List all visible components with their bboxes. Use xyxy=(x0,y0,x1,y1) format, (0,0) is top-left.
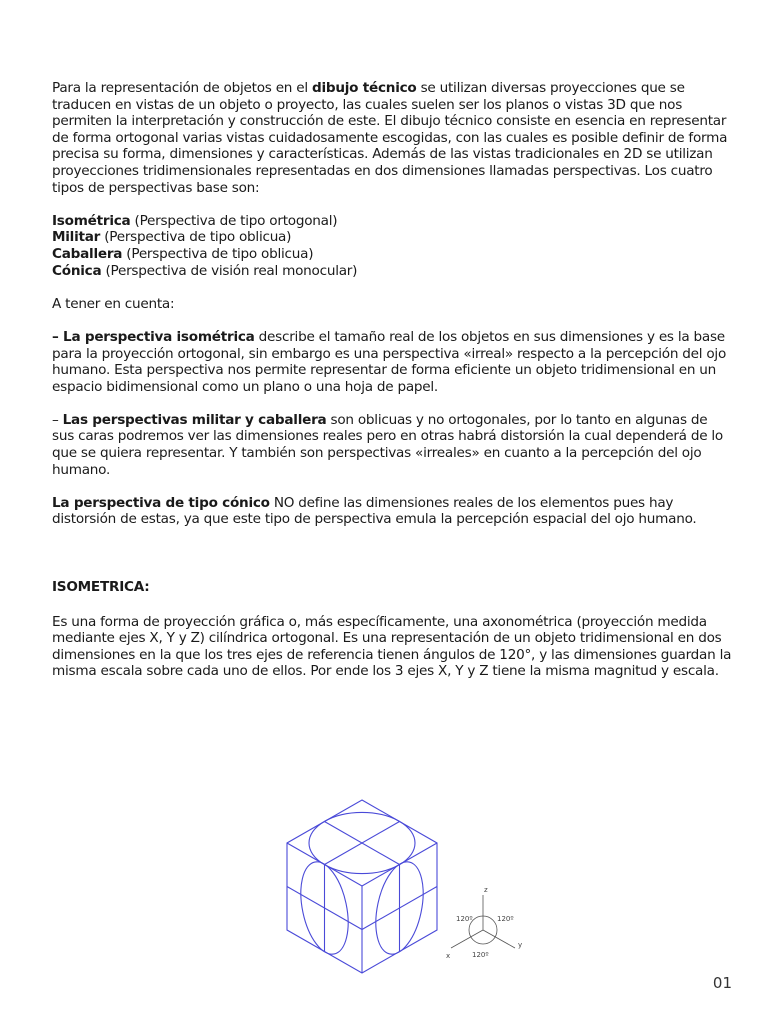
section-heading: ISOMETRICA: xyxy=(52,579,150,596)
angle-label: 120º xyxy=(472,951,489,959)
z-axis-label: z xyxy=(484,886,488,894)
list-item: Militar (Perspectiva de tipo oblicua) xyxy=(52,229,292,246)
list-item: Isométrica (Perspectiva de tipo ortogonal) xyxy=(52,212,338,229)
page-number: 01 xyxy=(712,974,732,992)
y-axis xyxy=(483,930,515,948)
note-isometric: – La perspectiva isométrica describe el tamaño real de los objetos en sus dimensiones y es la base para la proyección ortogonal, sin embargo es una perspectiva «irreal» respecto a la percepción del ojo humano. Esta perspectiva nos permite representar de forma eficiente un objeto tridimensional en un espacio bidimensional como un plano o una hoja de papel. xyxy=(52,328,727,395)
angle-label: 120º xyxy=(456,915,473,923)
list-item: Cónica (Perspectiva de visión real monocular) xyxy=(52,262,358,279)
note-intro: A tener en cuenta: xyxy=(52,295,175,312)
list-item: Caballera (Perspectiva de tipo oblicua) xyxy=(52,245,314,262)
axes-diagram xyxy=(446,886,522,960)
intro-paragraph: Para la representación de objetos en el dibujo técnico se utilizan diversas proyecciones que se traducen en vistas de un objeto o proyecto, las cuales suelen ser los planos o vistas 3D que nos permiten la interpretación y construcción de este. El dibujo técnico consiste en esencia en representar de forma ortogonal varias vistas cuidadosamente escogidas, con las cuales es posible definir de forma precisa su forma, dimensiones y características. Además de las vistas tradicionales en 2D se utilizan proyecciones tridimensionales representadas en dos dimensiones llamadas perspectivas. Los cuatro tipos de perspectivas base son: xyxy=(52,80,728,196)
x-axis xyxy=(451,930,483,948)
angle-label: 120º xyxy=(497,915,514,923)
note-military-cavalier: – Las perspectivas militar y caballera son oblicuas y no ortogonales, por lo tanto en algunas de sus caras podremos ver las dimensiones reales pero en otras habrá distorsión la cual dependerá de lo que se quiera representar. Y también son perspectivas «irreales» en cuanto a la percepción del ojo humano. xyxy=(52,411,723,478)
section-paragraph: Es una forma de proyección gráfica o, más específicamente, una axonométrica (proyección medida mediante ejes X, Y y Z) cilíndrica ortogonal. Es una representación de un objeto tridimensional en dos dimensiones en la que los tres ejes de referencia tienen ángulos de 120°, y las dimensiones guardan la misma escala sobre cada uno de ellos. Por ende los 3 ejes X, Y y Z tiene la misma magnitud y escala. xyxy=(52,613,732,680)
y-axis-label: y xyxy=(518,941,523,949)
note-conic: La perspectiva de tipo cónico NO define las dimensiones reales de los elementos pues hay distorsión de estas, ya que este tipo de perspectiva emula la percepción espacial del ojo humano. xyxy=(52,494,697,528)
x-axis-label: x xyxy=(446,952,451,960)
isometric-cube-drawing xyxy=(287,800,437,973)
